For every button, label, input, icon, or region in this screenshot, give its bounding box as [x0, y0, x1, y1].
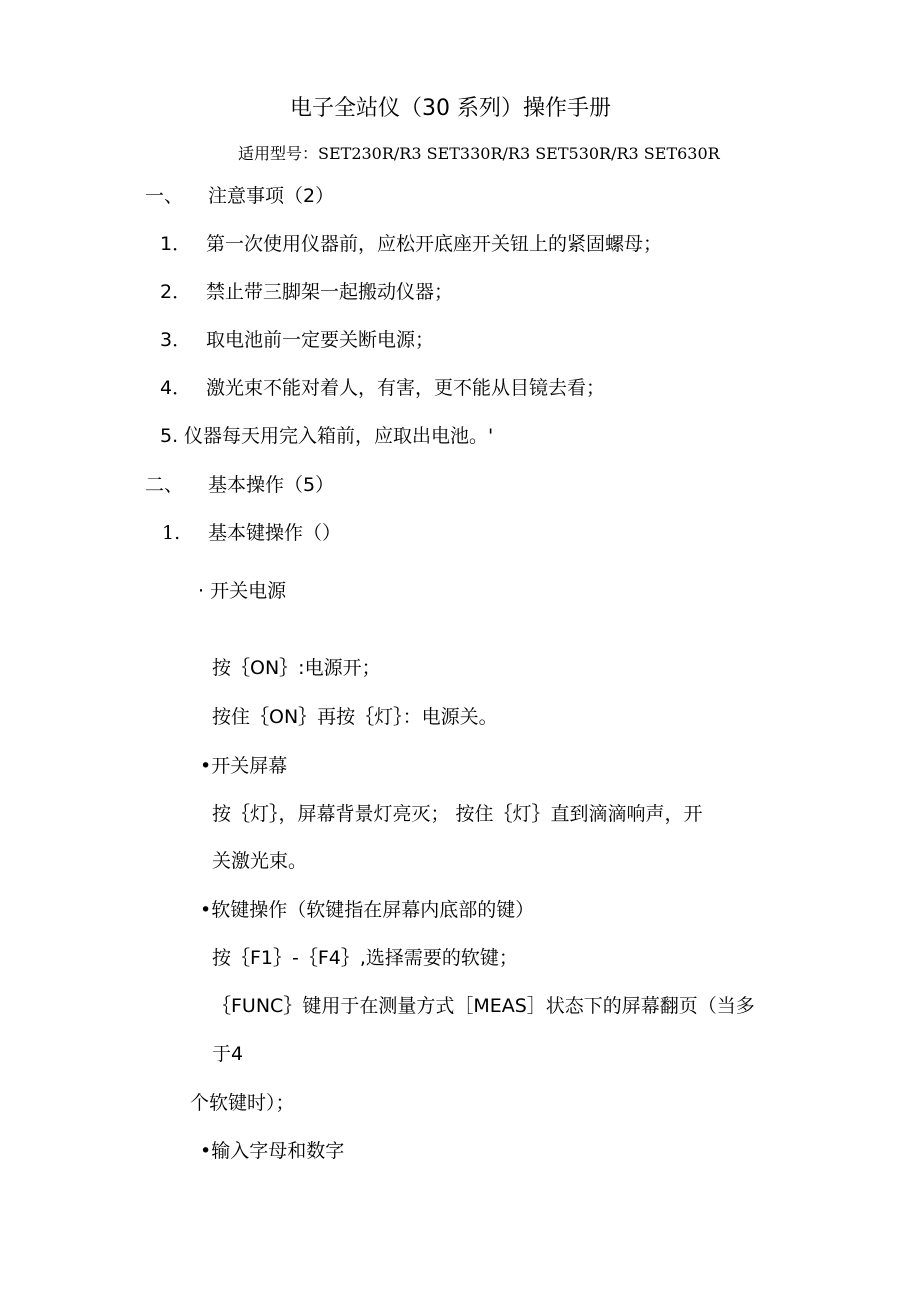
section-2-number: 二、 — [145, 474, 184, 496]
subsection-1-title: 基本键操作（） — [208, 522, 342, 544]
softkey-line-4: 个软键时）； — [190, 1092, 295, 1114]
subsection-1-number: 1. — [162, 522, 181, 544]
section-1-number: 一、 — [145, 185, 184, 207]
list-item-number: 1． — [160, 233, 192, 255]
list-item-text: 第一次使用仪器前，应松开底座开关钮上的紧固螺母； — [206, 233, 663, 255]
softkey-line-2: ｛FUNC｝键用于在测量方式［MEAS］状态下的屏幕翻页（当多 — [212, 995, 755, 1017]
list-item-text: 取电池前一定要关断电源； — [206, 329, 435, 351]
power-heading: · 开关电源 — [198, 580, 287, 602]
list-item-number: 2． — [160, 281, 192, 303]
softkey-line-1: 按｛F1｝-｛F4｝,选择需要的软键； — [212, 947, 518, 969]
screen-line-1: 按｛灯｝，屏幕背景灯亮灭； 按住｛灯｝直到滴滴响声，开 — [212, 803, 703, 825]
document-title: 电子全站仪（30 系列）操作手册 — [290, 96, 611, 121]
screen-heading: •开关屏幕 — [200, 755, 288, 777]
list-item-number: 5. — [160, 425, 179, 447]
input-heading: •输入字母和数字 — [200, 1140, 345, 1162]
section-1-title: 注意事项（2） — [208, 185, 335, 207]
screen-line-2: 关激光束。 — [212, 850, 308, 872]
softkey-heading: •软键操作（软键指在屏幕内底部的键） — [200, 899, 535, 921]
section-2-title: 基本操作（5） — [208, 474, 335, 496]
applicable-models: 适用型号：SET230R/R3 SET330R/R3 SET530R/R3 SET630R — [238, 144, 720, 163]
list-item-text: 仪器每天用完入箱前，应取出电池。' — [184, 425, 494, 447]
power-line-1: 按｛ON｝:电源开； — [212, 657, 381, 679]
softkey-line-3: 于4 — [212, 1043, 244, 1065]
list-item-text: 激光束不能对着人，有害，更不能从目镜去看； — [206, 377, 606, 399]
list-item-number: 3． — [160, 329, 192, 351]
list-item-text: 禁止带三脚架一起搬动仪器； — [206, 281, 454, 303]
list-item-number: 4． — [160, 377, 192, 399]
power-line-2: 按住｛ON｝再按｛灯｝：电源关。 — [212, 706, 498, 728]
